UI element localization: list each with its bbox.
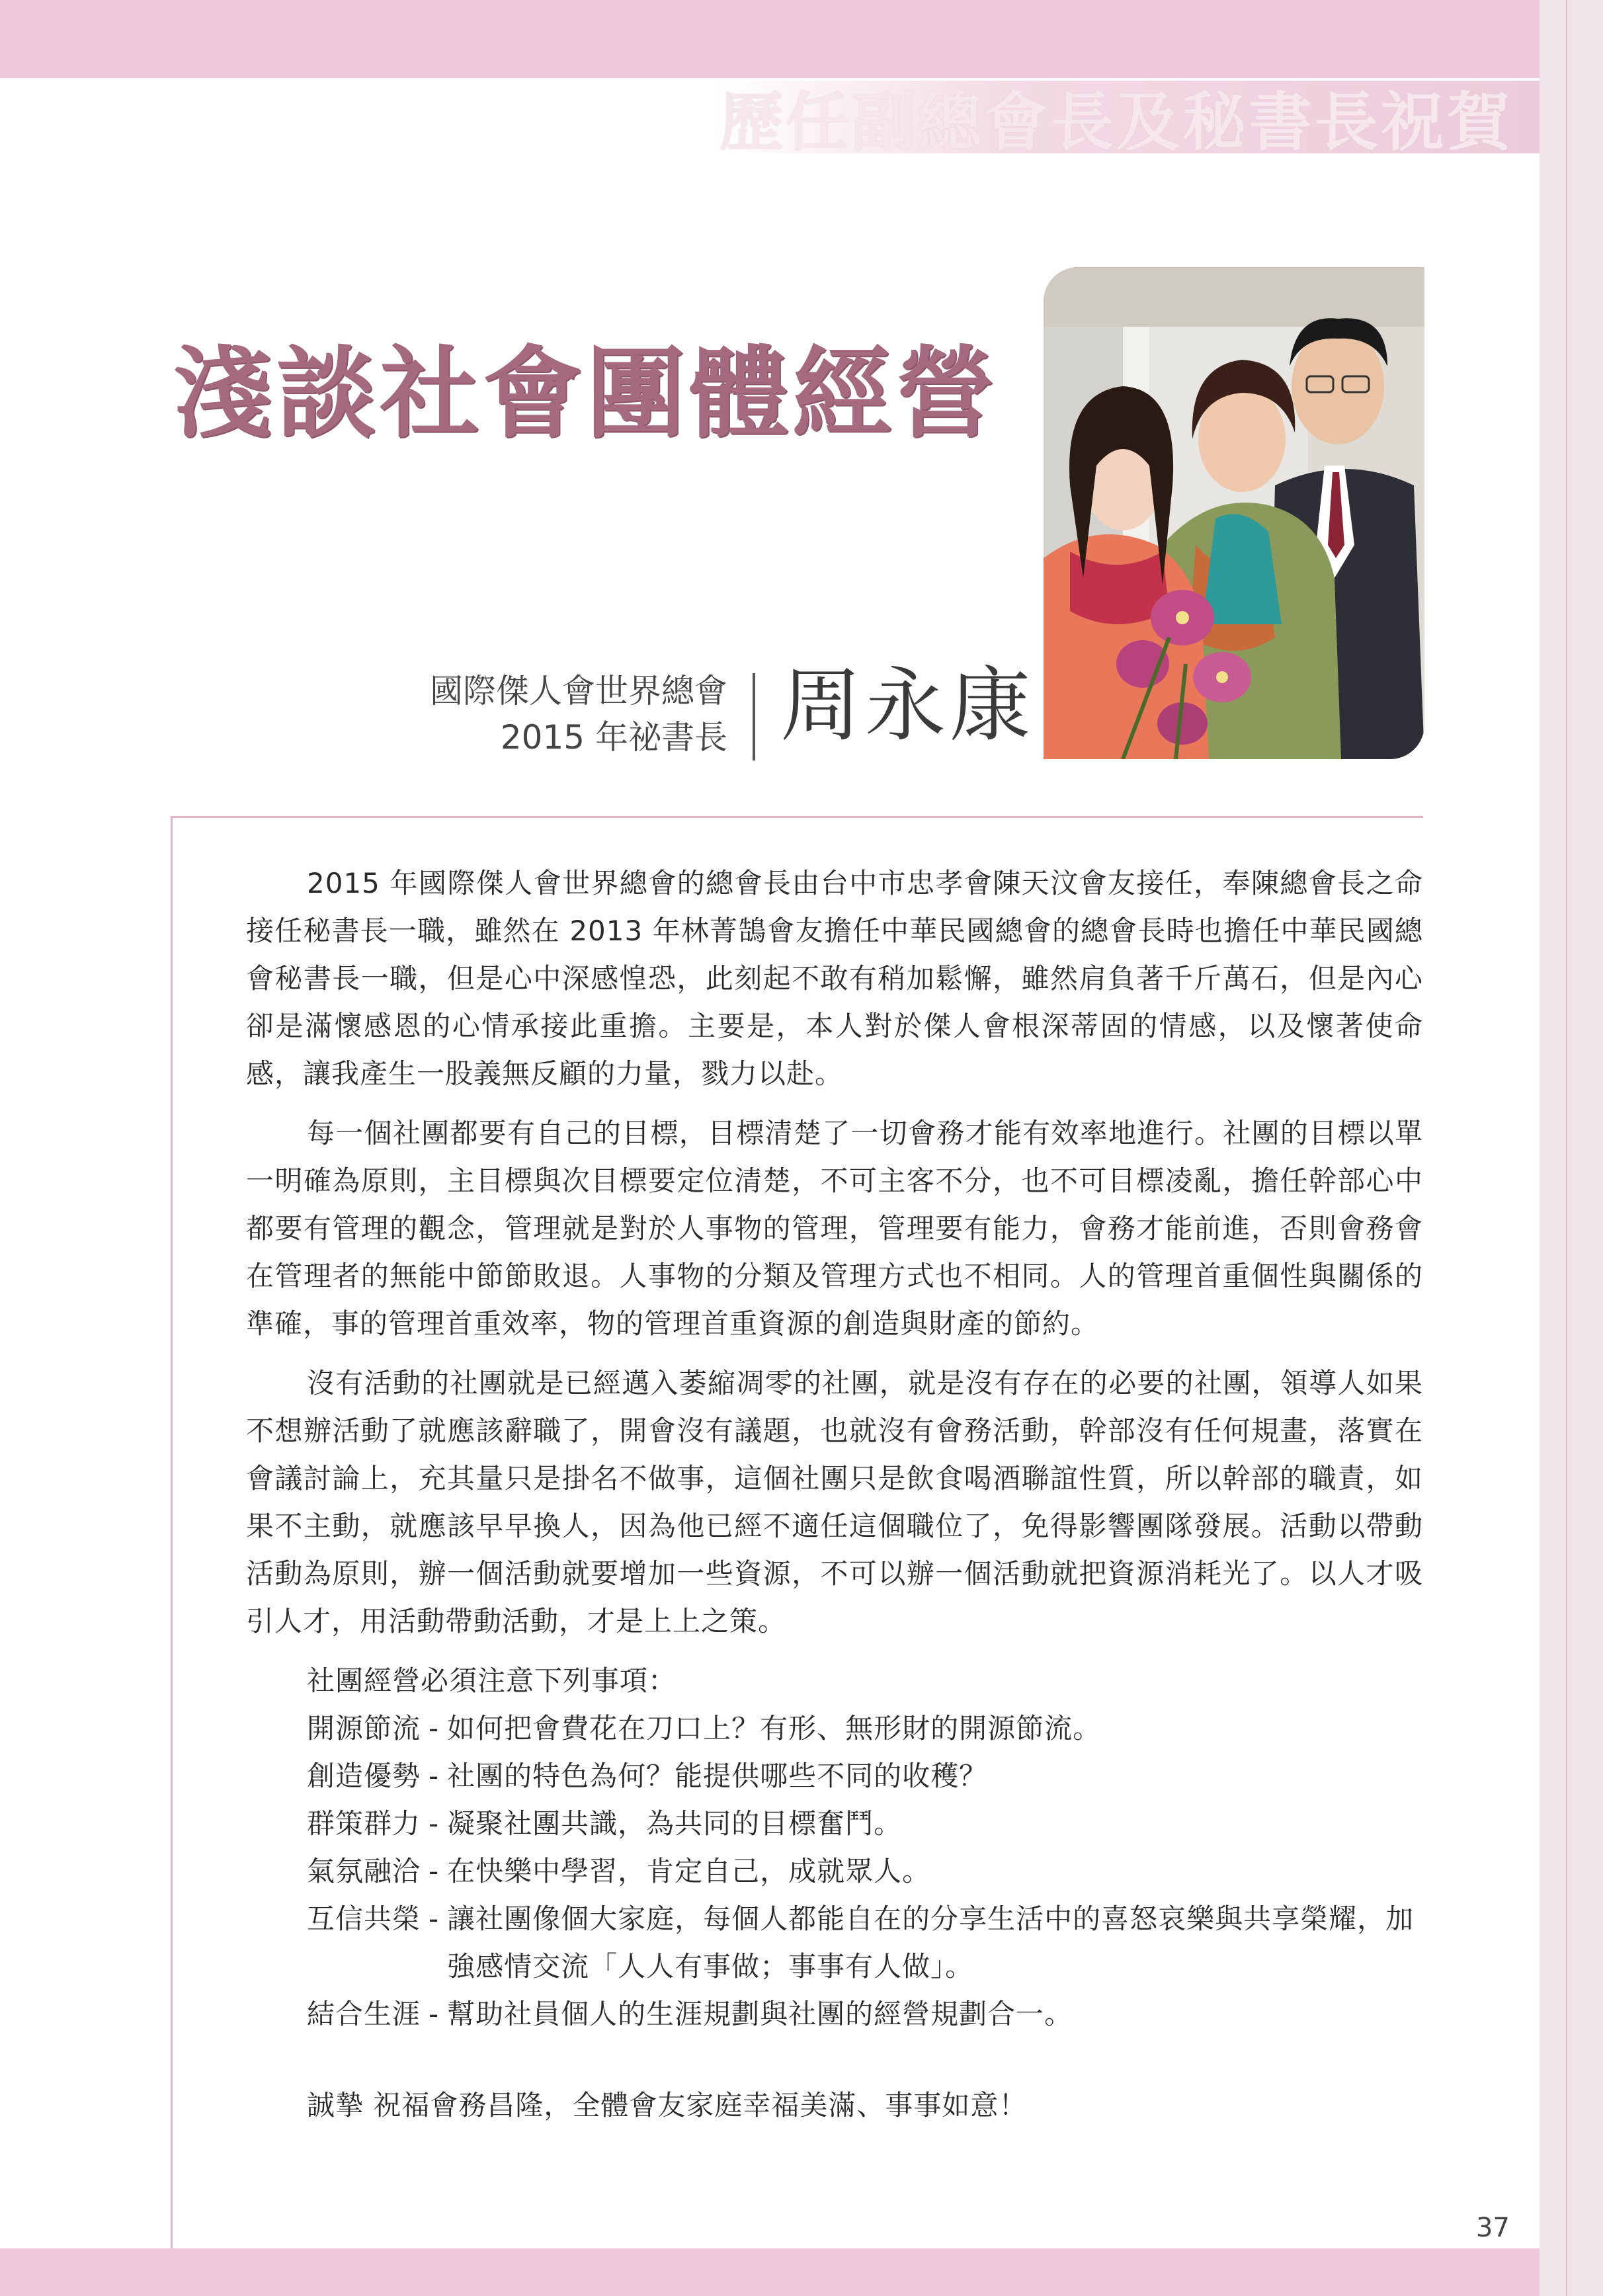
author-role: 2015 年祕書長: [500, 718, 727, 757]
note-item: [307, 1800, 1423, 1848]
byline-divider: [753, 673, 755, 760]
closing-greeting: 誠摯 祝福會務昌隆，全體會友家庭幸福美滿、事事如意！: [307, 2089, 1028, 2121]
content-frame-top: [171, 816, 1423, 818]
note-key: 氣氛融洽: [307, 1855, 421, 1887]
note-item: [307, 1990, 1423, 2038]
photo-illustration: [1044, 267, 1424, 759]
note-value: 讓社團像個大家庭，每個人都能自在的分享生活中的喜怒哀樂與共享榮耀，加強感情交流「人人有事做；事事有人做」。: [447, 1903, 1415, 1983]
article-title: 淺談社會團體經營: [173, 335, 999, 452]
content-frame-left: [171, 816, 173, 2248]
note-item: [307, 1848, 1423, 1895]
note-item: [307, 1895, 1423, 1990]
note-value: 凝聚社團共識，為共同的目標奮鬥。: [447, 1807, 903, 1840]
group-portrait-photo: [1044, 267, 1424, 759]
note-key: 群策群力: [307, 1807, 421, 1840]
body-paragraph-3: 沒有活動的社團就是已經邁入萎縮凋零的社團，就是沒有存在的必要的社團，領導人如果不想辦活動了就應該辭職了，開會沒有議題，也就沒有會務活動，幹部沒有任何規畫，落實在會議討論上，充其量只是掛名不做事，這個社團只是飲食喝酒聯誼性質，所以幹部的職責，如果不主動，就應該早早換人，因為他已經不適任這個職位了，免得影響團隊發展。活動以帶動活動為原則，辦一個活動就要增加一些資源，不可以辦一個活動就把資源消耗光了。以人才吸引人才，用活動帶動活動，才是上上之策。: [246, 1367, 1423, 1637]
note-dash: -: [429, 1760, 440, 1792]
note-value: 社團的特色為何？能提供哪些不同的收穫？: [447, 1760, 988, 1792]
section-header-text: 歷任副總會長及秘書長祝賀: [719, 84, 1513, 159]
note-value: 幫助社員個人的生涯規劃與社團的經營規劃合一。: [447, 1998, 1073, 2030]
management-notes-list: [246, 1657, 1423, 2038]
section-header-banner: [714, 81, 1540, 159]
body-paragraph-2: 每一個社團都要有自己的目標，目標清楚了一切會務才能有效率地進行。社團的目標以單一明確為原則，主目標與次目標要定位清楚，不可主客不分，也不可目標凌亂，擔任幹部心中都要有管理的觀念，管理就是對於人事物的管理，管理要有能力，會務才能前進，否則會務會在管理者的無能中節節敗退。人事物的分類及管理方式也不相同。人的管理首重個性與關係的準確，事的管理首重效率，物的管理首重資源的創造與財產的節約。: [246, 1117, 1423, 1340]
body-paragraph-1: 2015 年國際傑人會世界總會的總會長由台中市忠孝會陳天汶會友接任，奉陳總會長之命接任秘書長一職，雖然在 2013 年林菁鵠會友擔任中華民國總會的總會長時也擔任中華民國總會秘書長一職，但是心中深感惶恐，此刻起不敢有稍加鬆懈，雖然肩負著千斤萬石，但是內心卻是滿懷感恩的心情承接此重擔。主要是，本人對於傑人會根深蒂固的情感，以及懷著使命感，讓我產生一股義無反顧的力量，戮力以赴。: [246, 867, 1423, 1090]
notes-heading: 社團經營必須注意下列事項：: [307, 1664, 677, 1697]
note-key: 開源節流: [307, 1712, 421, 1744]
note-dash: -: [429, 1807, 440, 1840]
note-key: 結合生涯: [307, 1998, 421, 2030]
page-number: 37: [1476, 2213, 1510, 2243]
author-organization: 國際傑人會世界總會: [430, 672, 727, 710]
note-dash: -: [429, 1712, 440, 1744]
note-key: 互信共榮: [307, 1903, 421, 1935]
note-dash: -: [429, 1855, 440, 1887]
note-item: [307, 1752, 1423, 1800]
note-dash: -: [429, 1903, 440, 1935]
note-item: [307, 1705, 1423, 1752]
note-key: 創造優勢: [307, 1760, 421, 1792]
note-value: 如何把會費花在刀口上？有形、無形財的開源節流。: [447, 1712, 1102, 1744]
article-body: [246, 860, 1423, 2129]
note-dash: -: [429, 1998, 440, 2030]
author-byline: [357, 668, 727, 760]
page-binding-edge: [1540, 0, 1603, 2296]
note-value: 在快樂中學習，肯定自己，成就眾人。: [447, 1855, 931, 1887]
author-name: 周永康: [780, 659, 1034, 753]
